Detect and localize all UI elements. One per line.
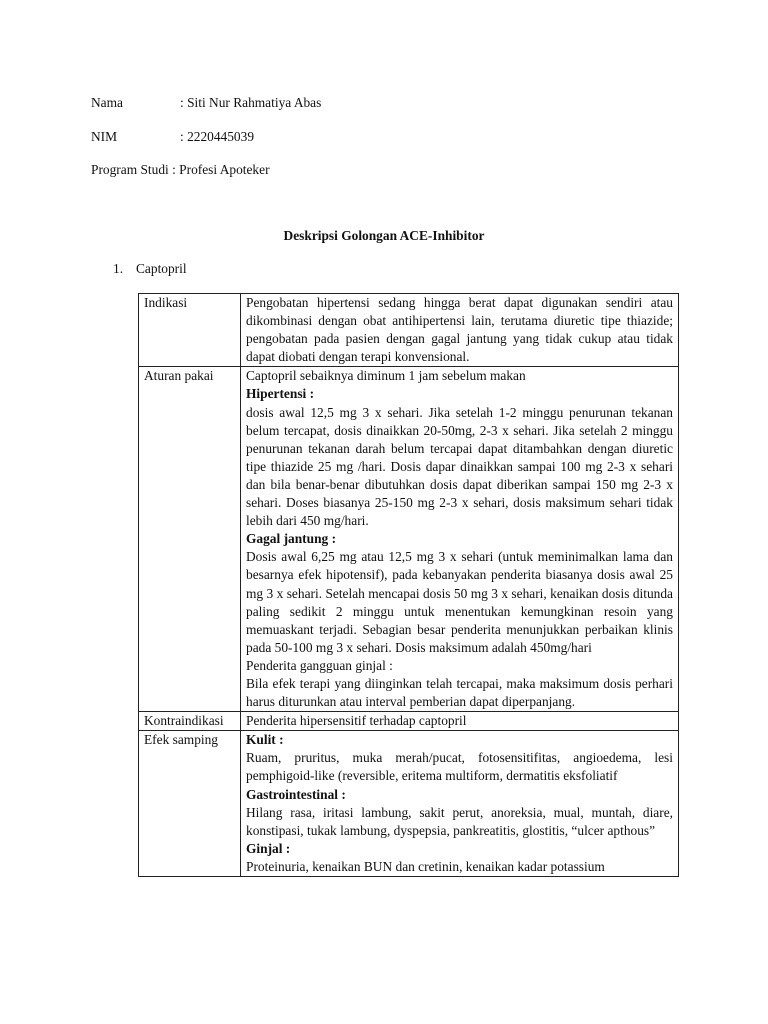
aturan-intro: Captopril sebaiknya diminum 1 jam sebelum makan [246,368,526,384]
program-value: : Profesi Apoteker [168,162,270,177]
nim-label: NIM [91,129,118,144]
kulit-text: Ruam, pruritus, muka merah/pucat, fotosensitifitas, angioedema, lesi pemphigoid-like (reversible, eritema multiform, dermatitis eksfoliatif [246,750,673,784]
name-value: : Siti Nur Rahmatiya Abas [180,95,322,110]
drug-description-table [138,293,679,877]
list-item-captopril [113,261,187,277]
nim-row [91,128,254,146]
indikasi-label: Indikasi [139,294,241,367]
ginjal-text: Proteinuria, kenaikan BUN dan cretinin, kenaikan kadar potassium [246,858,605,874]
gastrointestinal-heading: Gastrointestinal : [246,786,346,802]
nim-value: : 2220445039 [180,129,255,144]
kontraindikasi-label: Kontraindikasi [139,712,241,731]
aturan-pakai-content [241,367,679,712]
ginjal-heading: Ginjal : [246,840,291,856]
table-row-kontraindikasi [139,712,679,731]
program-label: Program Studi [91,162,169,177]
list-item-label: Captopril [136,261,187,276]
gastrointestinal-text: Hilang rasa, iritasi lambung, sakit perut, anoreksia, mual, muntah, diare, konstipasi, tukak lambung, dyspepsia, pankreatitis, glostitis, “ulcer apthous” [246,804,673,838]
kulit-heading: Kulit : [246,732,284,748]
name-label: Nama [91,95,123,110]
name-row [91,94,321,112]
document-title: Deskripsi Golongan ACE-Inhibitor [283,228,485,243]
list-number: 1. [113,261,124,276]
gangguan-ginjal-text: Bila efek terapi yang diinginkan telah tercapai, maka maksimum dosis perhari harus diturunkan atau interval pemberian dapat diperpanjang. [246,675,673,710]
table-row-aturan-pakai [139,367,679,712]
aturan-pakai-label: Aturan pakai [139,367,241,712]
indikasi-text: Pengobatan hipertensi sedang hingga berat dapat digunakan sendiri atau dikombinasi dengan obat antihipertensi lain, terutama diuretic tipe thiazide; pengobatan pada pasien dengan gagal jantung yang tidak cukup atau tidak dapat diobati dengan terapi konvensional. [241,294,679,367]
table-row-indikasi [139,294,679,367]
gagal-jantung-heading: Gagal jantung : [246,531,337,547]
gangguan-ginjal-heading: Penderita gangguan ginjal : [246,657,393,673]
hipertensi-heading: Hipertensi : [246,386,315,402]
kontraindikasi-text: Penderita hipersensitif terhadap captopril [241,712,679,731]
efek-samping-content [241,731,679,877]
gagal-jantung-text: Dosis awal 6,25 mg atau 12,5 mg 3 x sehari (untuk meminimalkan lama dan besarnya efek hipotensif), pada kebanyakan penderita biasanya dosis awal 25 mg 3 x sehari. Setelah mencapai dosis 50 mg 3 x sehari, kenaikan dosis ditunda paling sedikit 2 minggu untuk menentukan kemungkinan resoin yang memuaskant terjadi. Sebagian besar penderita menunjukkan perbaikan klinis pada 50-100 mg 3 x sehari. Dosis maksimum adalah 450mg/hari [246,549,673,655]
efek-samping-label: Efek samping [139,731,241,877]
table-row-efek-samping [139,731,679,877]
program-row [91,161,270,179]
hipertensi-text: dosis awal 12,5 mg 3 x sehari. Jika setelah 1-2 minggu penurunan tekanan belum tercapat, dosis dinaikkan 20-50mg, 2-3 x sehari. Jika setelah 2 minggu penurunan tekanan darah belum tercapai dapat ditambahkan dengan diuretic tipe thiazide 25 mg /hari. Dosis dapar dinaikkan sampai 100 mg 2-3 x sehari dan bila benar-benar dibutuhkan dosis dapat diberikan sampai 150 mg 2-3 x sehari. Doses biasanya 25-150 mg 2-3 x sehari, dosis maksimum sehari tidak lebih dari 450 mg/hari. [246,404,673,529]
